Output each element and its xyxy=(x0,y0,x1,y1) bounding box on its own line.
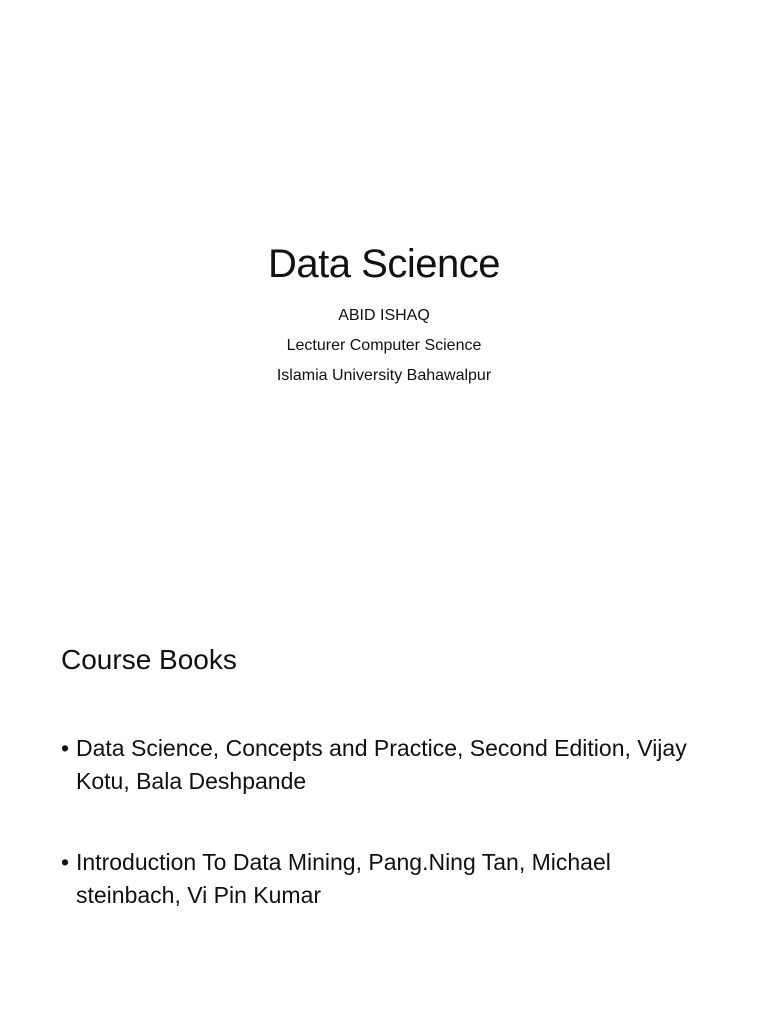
subtitle-block xyxy=(0,304,768,394)
course-books-slide xyxy=(0,512,768,1024)
list-item xyxy=(61,732,701,798)
author-role: Lecturer Computer Science xyxy=(286,337,482,354)
book-title: Data Science, Concepts and Practice, Second Edition, Vijay Kotu, Bala Deshpande xyxy=(76,735,687,794)
list-item xyxy=(61,846,701,912)
institution-name: Islamia University Bahawalpur xyxy=(276,367,492,384)
author-name: ABID ISHAQ xyxy=(338,307,430,324)
bullet-icon: • xyxy=(61,735,70,761)
bullet-icon: • xyxy=(61,849,70,875)
section-heading: Course Books xyxy=(61,644,237,675)
book-title: Introduction To Data Mining, Pang.Ning Tan, Michael steinbach, Vi Pin Kumar xyxy=(76,849,611,908)
book-list xyxy=(61,732,701,960)
slide-title: Data Science xyxy=(268,242,500,286)
